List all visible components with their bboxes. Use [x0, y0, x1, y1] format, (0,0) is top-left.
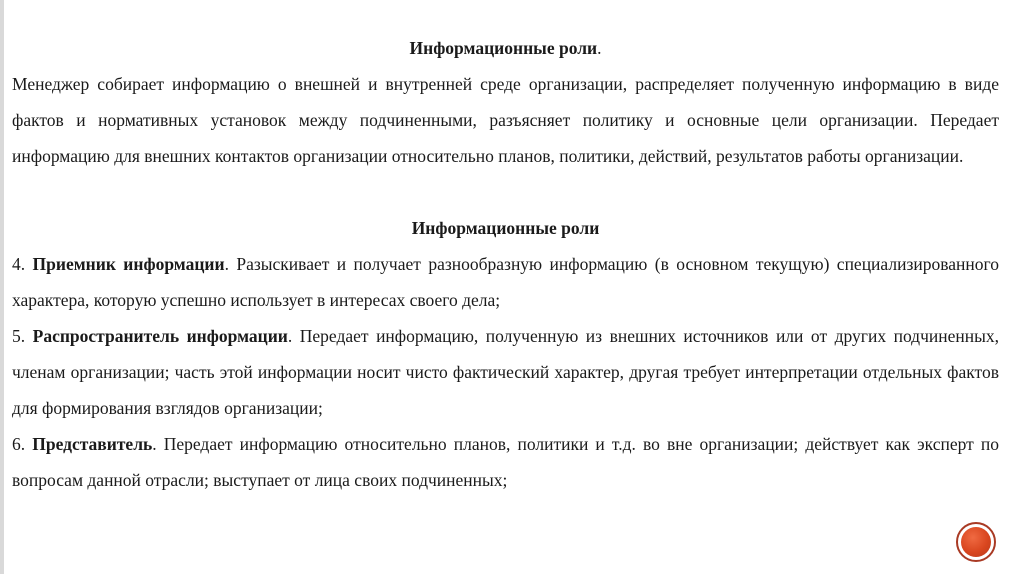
section1-heading-suffix: .	[597, 38, 602, 58]
list-item	[12, 246, 999, 318]
list-item	[12, 318, 999, 426]
section2-heading: Информационные роли	[411, 218, 600, 238]
item-number: 4.	[12, 254, 26, 274]
left-edge-rule	[0, 0, 4, 574]
slide-content	[12, 30, 999, 498]
item-number: 6.	[12, 434, 26, 454]
section-gap	[12, 174, 999, 210]
circle-icon	[961, 527, 991, 557]
section1-heading	[12, 30, 999, 66]
item-term: Представитель	[32, 434, 153, 454]
item-text: . Передает информацию, полученную из внешних источников или от других подчиненных, членам организации; часть этой информации носит чисто фактический характер, другая требует интерпретации отдельных фактов для формирования взглядов организации;	[12, 326, 1000, 418]
section1-heading-text: Информационные роли	[409, 38, 598, 58]
item-text: . Разыскивает и получает разнообразную информацию (в основном текущую) специализированного характера, которую успешно использует в интересах своего дела;	[12, 254, 999, 310]
section1-paragraph: Менеджер собирает информацию о внешней и внутренней среде организации, распределяет полученную информацию в виде фактов и нормативных установок между подчиненными, разъясняет политику и основные цели организации. Передает информацию для внешних контактов организации относительно планов, политики, действий, результатов работы организации.	[12, 74, 999, 166]
item-number: 5.	[12, 326, 26, 346]
item-text: . Передает информацию относительно планов, политики и т.д. во вне организации; действует как эксперт по вопросам данной отрасли; выступает от лица своих подчиненных;	[12, 434, 999, 490]
list-item	[12, 426, 999, 498]
slide-nav-button[interactable]	[956, 522, 996, 562]
item-term: Распространитель информации	[32, 326, 288, 346]
item-term: Приемник информации	[32, 254, 225, 274]
